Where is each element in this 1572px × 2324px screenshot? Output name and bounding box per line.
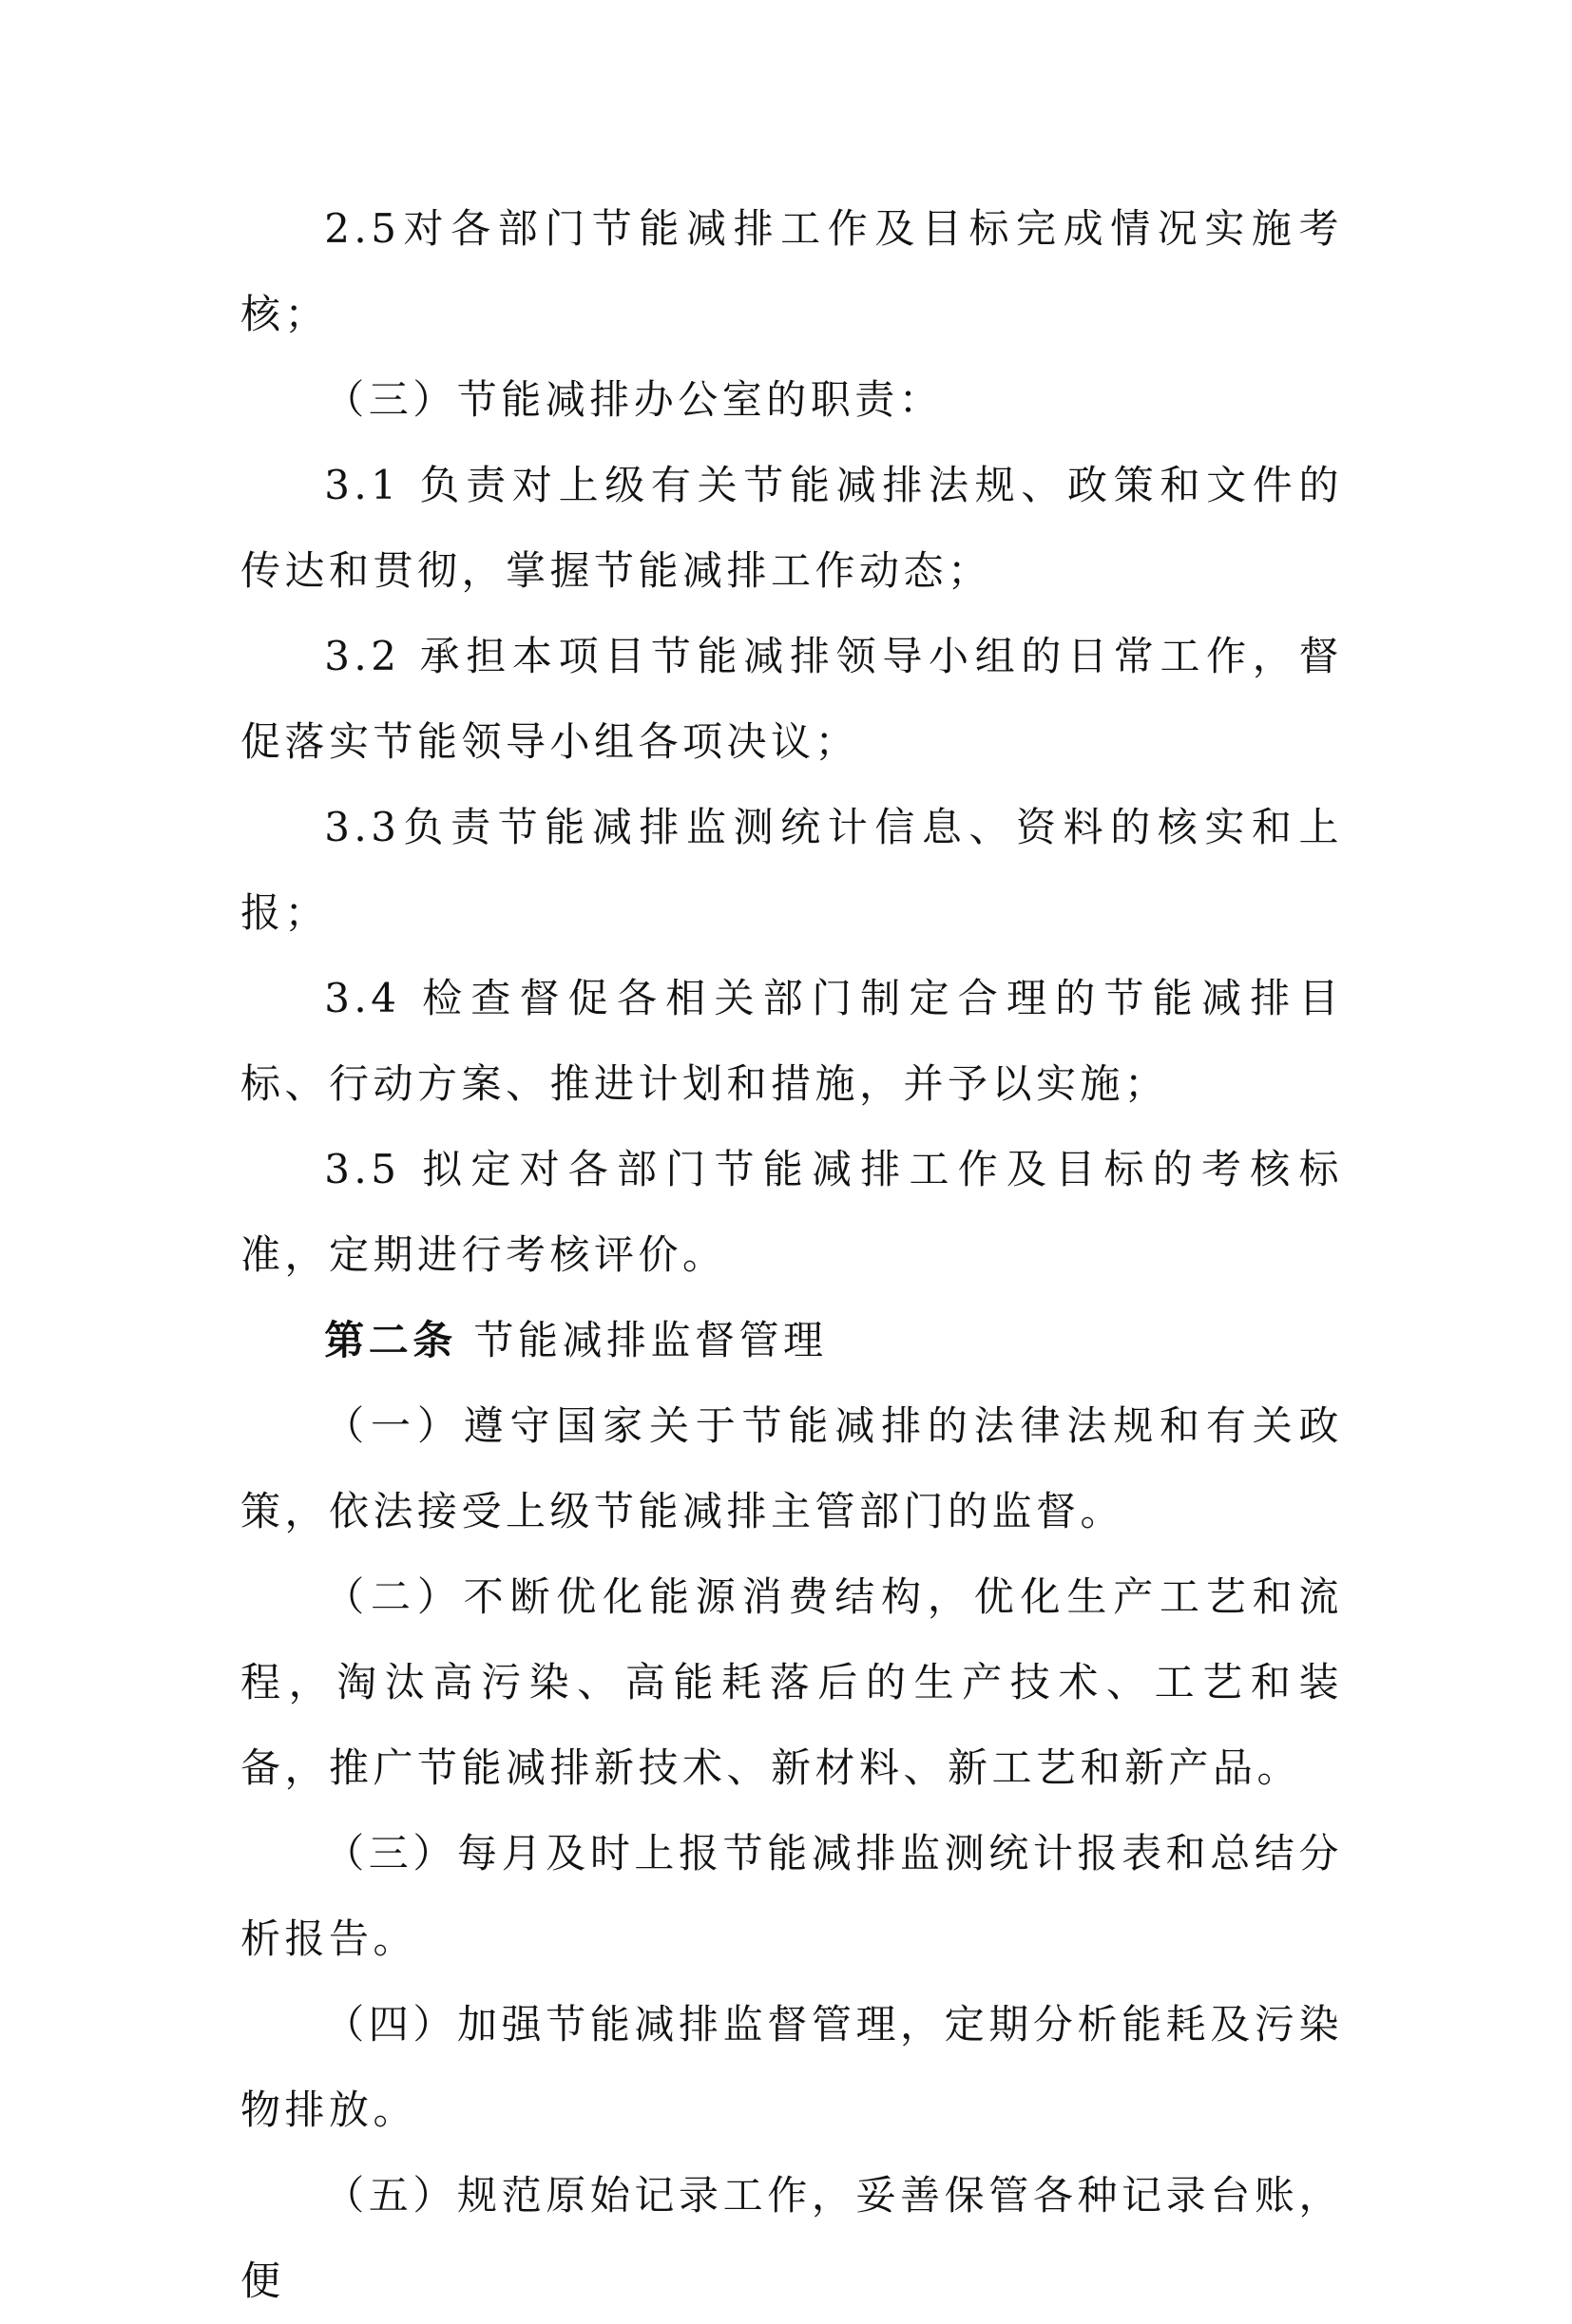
paragraph-item-three: （三）每月及时上报节能减排监测统计报表和总结分析报告。 (240, 1830, 1343, 1962)
article-two-title: 节能减排监督管理 (456, 1317, 828, 1363)
paragraph-3-4: 3.4 检查督促各相关部门制定合理的节能减排目标、行动方案、推进计划和措施，并予以实施； (240, 975, 1343, 1107)
document-body (240, 186, 1343, 2324)
paragraph-3-2: 3.2 承担本项目节能减排领导小组的日常工作，督促落实节能领导小组各项决议； (240, 633, 1343, 765)
article-two-heading (240, 1298, 1343, 1383)
paragraph-section-three-heading: （三）节能减排办公室的职责： (324, 376, 944, 423)
paragraph-item-two: （二）不断优化能源消费结构，优化生产工艺和流程，淘汰高污染、高能耗落后的生产技术、工艺和装备，推广节能减排新技术、新材料、新工艺和新产品。 (240, 1573, 1343, 1791)
paragraph-item-four: （四）加强节能减排监督管理，定期分析能耗及污染物排放。 (240, 2001, 1343, 2133)
paragraph-item-one: （一）遵守国家关于节能减排的法律法规和有关政策，依法接受上级节能减排主管部门的监督。 (240, 1402, 1343, 1534)
paragraph-2-5: 2.5对各部门节能减排工作及目标完成情况实施考核； (240, 205, 1343, 337)
paragraph-3-5: 3.5 拟定对各部门节能减排工作及目标的考核标准，定期进行考核评价。 (240, 1146, 1343, 1278)
paragraph-3-1: 3.1 负责对上级有关节能减排法规、政策和文件的传达和贯彻，掌握节能减排工作动态； (240, 462, 1343, 594)
paragraph-3-3: 3.3负责节能减排监测统计信息、资料的核实和上报； (240, 804, 1343, 936)
paragraph-item-five: （五）规范原始记录工作，妥善保管各种记录台账，便 (240, 2172, 1343, 2304)
article-two-label: 第二条 (324, 1317, 457, 1363)
